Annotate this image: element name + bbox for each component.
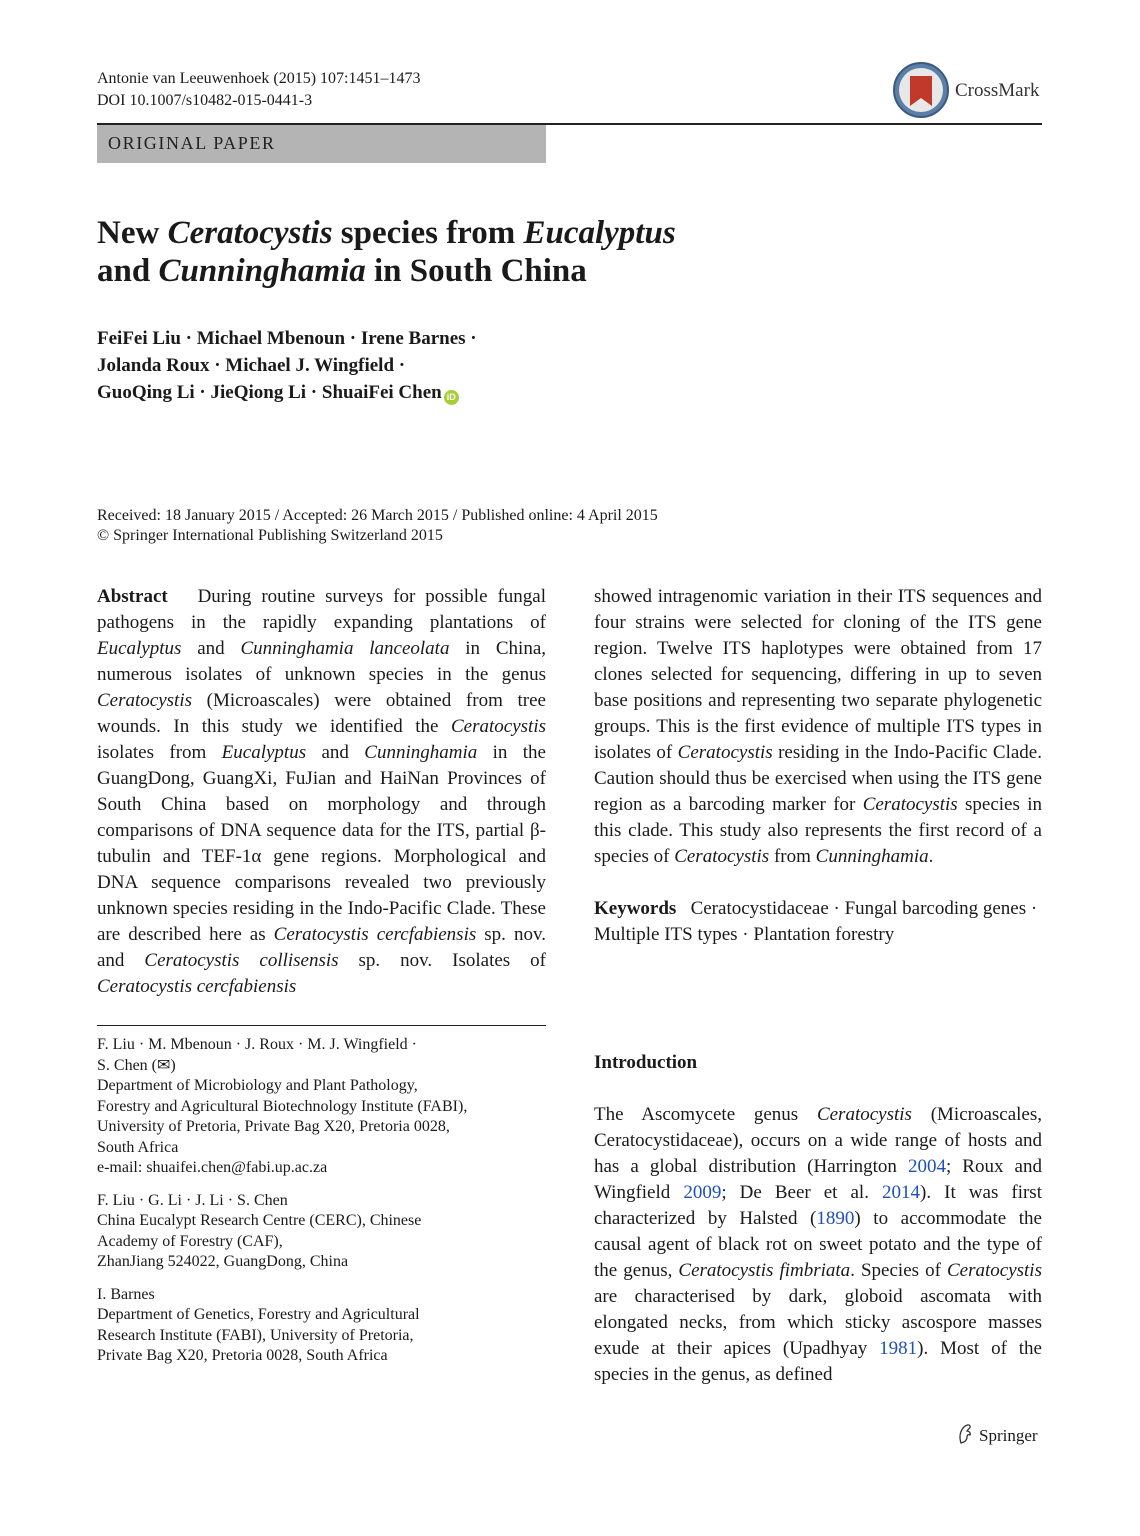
authors-line-1: FeiFei Liu · Michael Mbenoun · Irene Barnes · — [97, 328, 477, 349]
orcid-icon[interactable]: iD — [444, 390, 459, 405]
affiliation-block-1: F. Liu · M. Mbenoun · J. Roux · M. J. Wingfield · S. Chen (✉) Department of Microbiology and Plant Pathology, Forestry and Agricultural Biotechnology Institute (FABI), University of Pretoria, Private Bag X20, Pretoria 0028, South Africa e-mail: shuaifei.chen@fabi.up.ac.za — [97, 1035, 546, 1179]
crossmark-label: CrossMark — [955, 80, 1040, 101]
affiliation-block-3: I. Barnes Department of Genetics, Forestry and Agricultural Research Institute (FABI), University of Pretoria, Private Bag X20, Pretoria 0028, South Africa — [97, 1285, 420, 1364]
crossmark-icon — [893, 62, 949, 118]
crossmark-badge[interactable] — [893, 62, 1053, 120]
citation-link[interactable]: 1890 — [816, 1208, 855, 1229]
article-type-badge — [97, 125, 546, 163]
affiliation-block-2: F. Liu · G. Li · J. Li · S. Chen China Eucalypt Research Centre (CERC), Chinese Academy of Forestry (CAF), ZhanJiang 524022, GuangDong, China — [97, 1191, 422, 1270]
journal-line: Antonie van Leeuwenhoek (2015) 107:1451–1473 — [97, 70, 421, 87]
dates-line: Received: 18 January 2015 / Accepted: 26 March 2015 / Published online: 4 April 2015 — [97, 507, 658, 524]
contact-email[interactable]: e-mail: shuaifei.chen@fabi.up.ac.za — [97, 1159, 328, 1176]
copyright-line: © Springer International Publishing Switzerland 2015 — [97, 527, 443, 544]
publisher-footer — [955, 1423, 1038, 1446]
paper-title — [97, 214, 797, 290]
keywords-text: Ceratocystidaceae · Fungal barcoding genes · Multiple ITS types · Plantation forestry — [594, 898, 1038, 945]
abstract-column-right — [594, 584, 1042, 948]
doi-line[interactable]: DOI 10.1007/s10482-015-0441-3 — [97, 92, 313, 109]
authors-line-2: Jolanda Roux · Michael J. Wingfield · — [97, 355, 406, 376]
journal-citation — [97, 68, 420, 112]
abstract-column-left — [97, 584, 546, 1000]
citation-link[interactable]: 1981 — [879, 1338, 918, 1359]
keywords — [594, 896, 1042, 948]
publisher-name: Springer — [979, 1426, 1038, 1445]
citation-link[interactable]: 2009 — [683, 1182, 722, 1203]
springer-horse-icon — [955, 1423, 975, 1445]
title-line-2: and Cunninghamia in South China — [97, 253, 587, 289]
citation-link[interactable]: 2014 — [882, 1182, 921, 1203]
abstract-label: Abstract — [97, 586, 168, 607]
author-list — [97, 325, 617, 406]
keywords-label: Keywords — [594, 898, 677, 919]
abstract-text: Abstract During routine surveys for possible fungal pathogens in the rapidly expanding plantations of Eucalyptus and Cunninghamia lanceolata in China, numerous isolates of unknown species in the genus Ceratocystis (Microascales) were obtained from tree wounds. In this study we identified the Ceratocystis isolates from Eucalyptus and Cunninghamia in the GuangDong, GuangXi, FuJian and HaiNan Provinces of South China based on morphology and through comparisons of DNA sequence data for the ITS, partial β-tubulin and TEF-1α gene regions. Morphological and DNA sequence comparisons revealed two previously unknown species residing in the Indo-Pacific Clade. These are described here as Ceratocystis cercfabiensis sp. nov. and Ceratocystis collisensis sp. nov. Isolates of Ceratocystis cercfabiensis — [97, 586, 547, 997]
publication-dates — [97, 506, 658, 546]
abstract-text-continued: showed intragenomic variation in their ITS sequences and four strains were selected for cloning of the ITS gene region. Twelve ITS haplotypes were obtained from 17 clones selected for sequencing, differing in up to seven base positions and representing two separate phylogenetic groups. This is the first evidence of multiple ITS types in isolates of Ceratocystis residing in the Indo-Pacific Clade. Caution should thus be exercised when using the ITS gene region as a barcoding marker for Ceratocystis species in this clade. This study also represents the first record of a species of Ceratocystis from Cunninghamia. — [594, 586, 1042, 867]
affiliation-rule — [97, 1025, 546, 1026]
authors-line-3: GuoQing Li · JieQiong Li · ShuaiFei Chen iD — [97, 379, 617, 406]
affiliations — [97, 1035, 546, 1379]
introduction-heading: Introduction — [594, 1052, 698, 1073]
introduction-text: The Ascomycete genus Ceratocystis (Microascales, Ceratocystidaceae), occurs on a wide range of hosts and has a global distribution (Harrington 2004; Roux and Wingfield 2009; De Beer et al. 2014). It was first characterized by Halsted (1890) to accommodate the causal agent of black rot on sweet potato and the type of the genus, Ceratocystis fimbriata. Species of Ceratocystis are characterised by dark, globoid ascomata with elongated necks, from which sticky ascospore masses exude at their apices (Upadhyay 1981). Most of the species in the genus, as defined — [594, 1104, 1043, 1385]
citation-link[interactable]: 2004 — [907, 1156, 946, 1177]
article-type-label: ORIGINAL PAPER — [108, 133, 276, 153]
title-line-1: New Ceratocystis species from Eucalyptus — [97, 215, 676, 251]
